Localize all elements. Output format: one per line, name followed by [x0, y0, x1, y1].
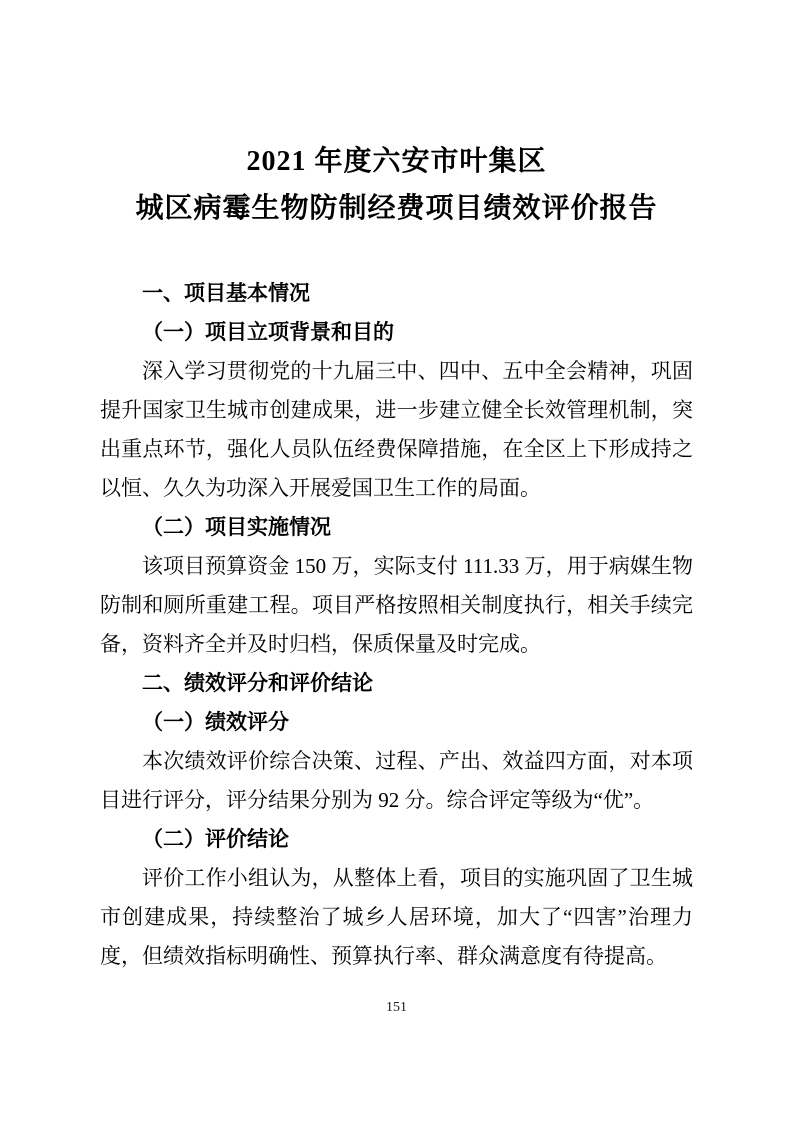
title-line-1: 2021 年度六安市叶集区	[246, 146, 547, 177]
sub-heading-implementation: （二）项目实施情况	[142, 515, 331, 539]
page-number: 151	[386, 1000, 407, 1015]
section-heading-project-basics: 一、项目基本情况	[142, 282, 310, 305]
sub-heading-evaluation-conclusion: （二）评价结论	[142, 827, 289, 851]
paragraph-performance-score: 本次绩效评价综合决策、过程、产出、效益四方面，对本项目进行评分，评分结果分别为 92 分。综合评定等级为“优”。	[100, 749, 693, 812]
document-title	[60, 138, 733, 232]
sub-heading-background-purpose: （一）项目立项背景和目的	[142, 320, 394, 344]
section-heading-score-conclusion: 二、绩效评分和评价结论	[142, 672, 373, 695]
sub-heading-performance-score: （一）绩效评分	[142, 710, 289, 734]
title-line-2: 城区病霉生物防制经费项目绩效评价报告	[135, 193, 658, 224]
document-body	[100, 274, 693, 976]
paragraph-background: 深入学习贯彻党的十九届三中、四中、五中全会精神，巩固提升国家卫生城市创建成果，进一步建立健全长效管理机制，突出重点环节，强化人员队伍经费保障措施，在全区上下形成持之以恒、久久为功深入开展爱国卫生工作的局面。	[100, 359, 693, 500]
paragraph-evaluation-conclusion: 评价工作小组认为，从整体上看，项目的实施巩固了卫生城市创建成果，持续整治了城乡人居环境，加大了“四害”治理力度，但绩效指标明确性、预算执行率、群众满意度有待提高。	[100, 866, 693, 968]
paragraph-implementation: 该项目预算资金 150 万，实际支付 111.33 万，用于病媒生物防制和厕所重建工程。项目严格按照相关制度执行，相关手续完备，资料齐全并及时归档，保质保量及时完成。	[100, 554, 693, 656]
page-footer	[0, 998, 793, 1016]
